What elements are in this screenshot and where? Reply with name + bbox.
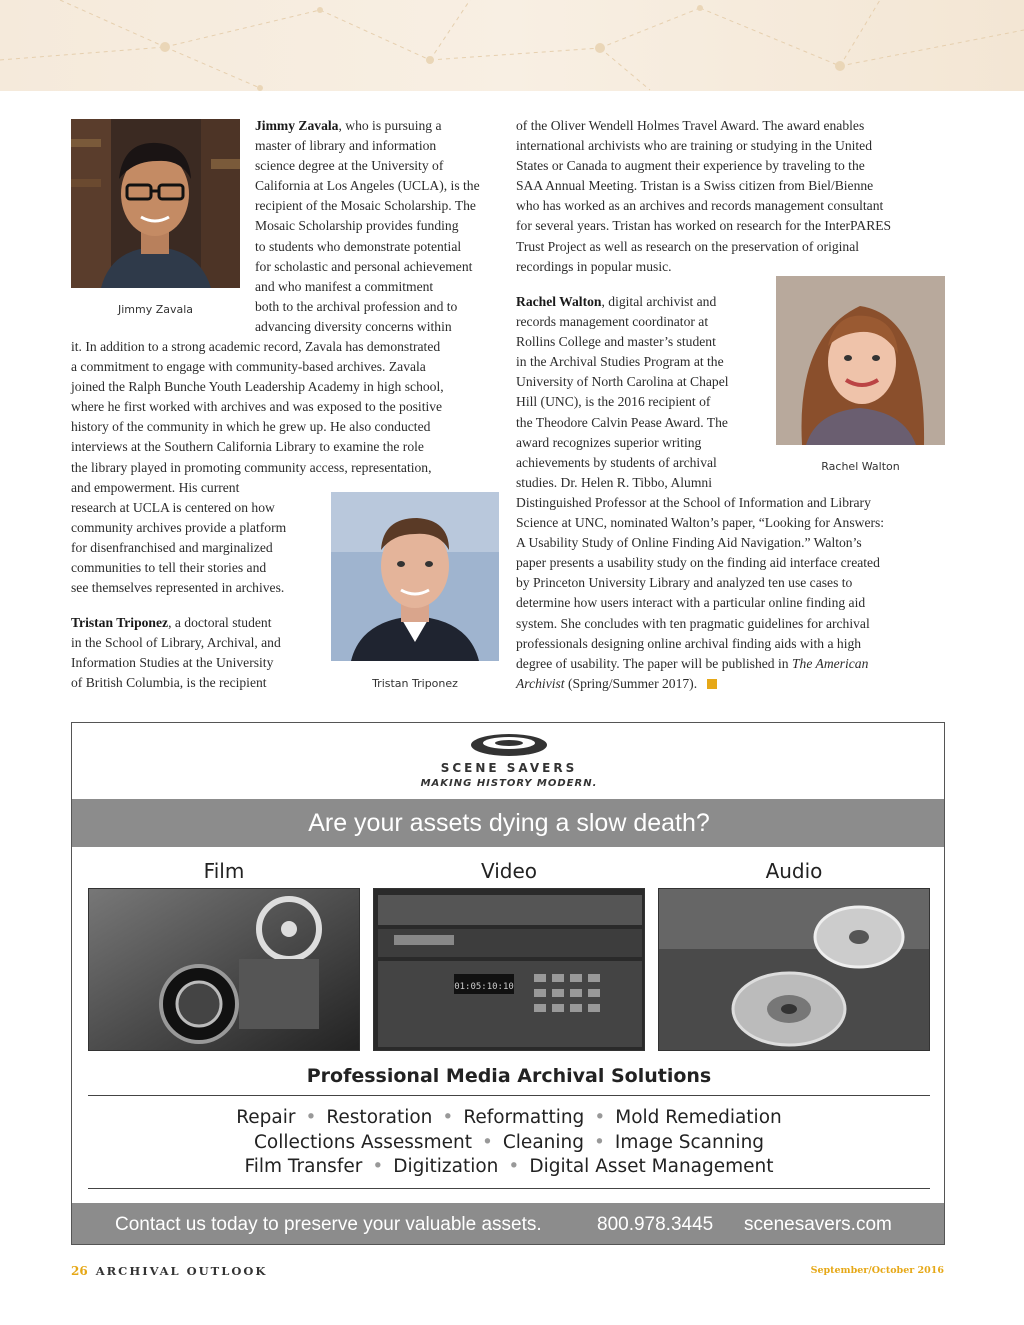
ad-services-row-2: Collections Assessment • Cleaning • Image Scanning xyxy=(253,1132,765,1153)
page-folio xyxy=(71,1264,267,1278)
jimmy-zavala-caption: Jimmy Zavala xyxy=(117,303,194,316)
ad-divider-bottom xyxy=(88,1188,930,1189)
ad-services-row-1: Repair • Restoration • Reformatting • Mold Remediation xyxy=(236,1107,782,1128)
zavala-paragraph-wide: it. In addition to a strong academic record, Zavala has demonstrated a commitment to engage with community-based archives. Zavala joined the Ralph Bunche Youth Leadership Academy in high school, where he first worked with archives and was exposed to the positive history of the community in which he grew up. He also conducted interviews at the Southern California Library to examine the role the library played in promoting community access, representation, and empowerment. His current research at UCLA is centered on how community archives provide a platform for disenfranchised and marginalized communities to tell their stories and see themselves represented in archives. xyxy=(71,339,444,596)
tristan-triponez-photo xyxy=(331,492,499,661)
video-display-readout: 01:05:10:10 xyxy=(454,982,514,992)
scene-savers-advertisement[interactable] xyxy=(71,722,945,1245)
issue-date: September/October 2016 xyxy=(810,1265,944,1276)
jimmy-zavala-photo xyxy=(71,119,240,288)
ad-brand-name: SCENE SAVERS xyxy=(440,761,578,775)
ad-services-row-3: Film Transfer • Digitization • Digital Asset Management xyxy=(244,1156,774,1177)
walton-paragraph-narrow: Rachel Walton, digital archivist and records management coordinator at Rollins College and master’s student in the Archival Studies Program at the University of North Carolina at Chapel Hill (UNC), is the 2016 recipient of the Theodore Calvin Pease Award. The award recognizes superior writing achievements by students of archival studies. Dr. Helen R. Tibbo, Alumni Distinguished Professor at the School of Information and Library Science at UNC, nominated Walton’s paper, “Looking for Answers: A Usability Study of Online Finding Aid Navigation.” Walton’s paper presents a usability study on the finding aid interface created by Princeton University Library and analyzed ten use cases to determine how users interact with a particular online finding aid system. She concludes with ten pragmatic guidelines for archival professionals designing online archival finding aids with a high degree of usability. The paper will be published in The American Archivist (Spring/Summer 2017). xyxy=(516,294,885,691)
ad-column-label-audio: Audio xyxy=(765,859,823,883)
zavala-name: Jimmy Zavala xyxy=(255,118,339,133)
triponez-name: Tristan Triponez xyxy=(71,615,169,630)
film-projector-image xyxy=(88,888,360,1051)
tristan-triponez-caption: Tristan Triponez xyxy=(372,677,458,690)
end-of-article-mark xyxy=(707,679,717,689)
ad-column-label-video: Video xyxy=(480,859,538,883)
ad-divider-top xyxy=(88,1095,930,1096)
scene-savers-logo xyxy=(72,731,945,763)
triponez-paragraph-right: of the Oliver Wendell Holmes Travel Award. The award enables international archivists who are training or studying in the United States or Canada to augment their experience by traveling to the SAA Annual Meeting. Tristan is a Swiss citizen from Biel/Bienne who has worked as an archives and records management consultant for several years. Tristan has worked on research for the InterPARES Trust Project as well as research on the preservation of original recordings in popular music. xyxy=(516,118,892,274)
network-pattern-graphic xyxy=(0,0,1024,91)
ad-headline: Are your assets dying a slow death? xyxy=(72,799,945,847)
rachel-walton-caption: Rachel Walton xyxy=(821,460,900,473)
zavala-paragraph-top: Jimmy Zavala, who is pursuing a master of library and information science degree at the University of California at Los Angeles (UCLA), is the recipient of the Mosaic Scholarship. The Mosaic Scholarship provides funding to students who demonstrate potential for scholastic and personal achievement and who manifest a commitment both to the archival profession and to advancing diversity concerns within xyxy=(255,118,480,334)
page-number: 26 xyxy=(71,1264,88,1278)
triponez-paragraph-left: Tristan Triponez, a doctoral student in the School of Library, Archival, and Information Studies at the University of British Columbia, is the recipient xyxy=(71,615,281,691)
ad-cta: Contact us today to preserve your valuable assets. xyxy=(115,1214,542,1235)
journal-title: The American xyxy=(791,655,869,671)
ad-tagline: MAKING HISTORY MODERN. xyxy=(420,778,598,789)
reel-to-reel-image xyxy=(658,888,930,1051)
ad-subheading: Professional Media Archival Solutions xyxy=(306,1065,712,1087)
ad-website-link[interactable]: scenesavers.com xyxy=(744,1214,892,1235)
publication-name: ARCHIVAL OUTLOOK xyxy=(95,1264,268,1278)
walton-name: Rachel Walton xyxy=(516,294,602,309)
ad-phone[interactable]: 800.978.3445 xyxy=(597,1214,714,1235)
ad-contact-bar xyxy=(72,1203,945,1245)
video-deck-image xyxy=(373,888,645,1051)
journal-title-cont: Archivist xyxy=(516,675,565,691)
ad-column-label-film: Film xyxy=(203,859,245,883)
header-banner xyxy=(0,0,1024,91)
